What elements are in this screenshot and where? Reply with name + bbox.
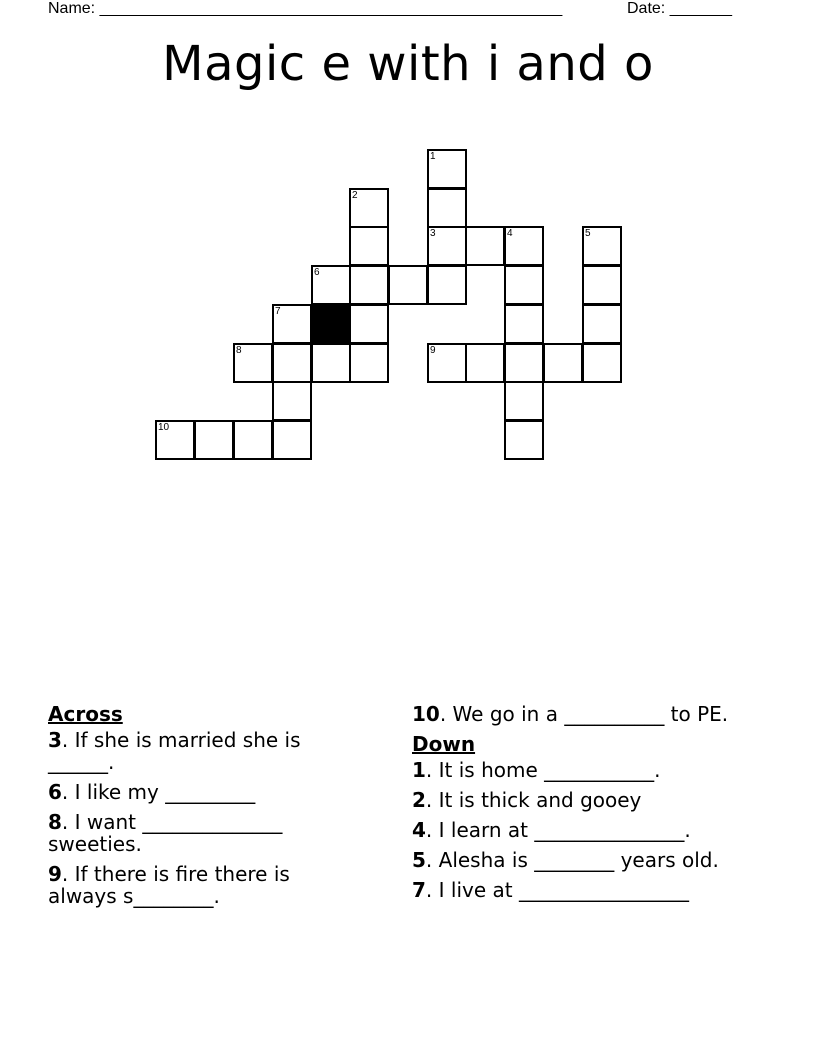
clue-number: 3 <box>430 228 436 239</box>
clue-across-8: 8. I want ______________ sweeties. <box>48 810 283 856</box>
crossword-cell[interactable] <box>388 265 428 305</box>
crossword-cell[interactable] <box>311 265 351 305</box>
crossword-cell[interactable] <box>349 343 389 383</box>
crossword-cell[interactable] <box>194 420 234 460</box>
crossword-cell[interactable] <box>465 343 505 383</box>
crossword-cell[interactable] <box>311 343 351 383</box>
crossword-cell[interactable] <box>504 304 544 344</box>
crossword-cell[interactable] <box>233 420 273 460</box>
clues-left-column <box>48 703 348 915</box>
crossword-cell[interactable] <box>349 226 389 266</box>
clue-number: 9 <box>430 345 436 356</box>
crossword-cell[interactable] <box>272 420 312 460</box>
clue-number: 8 <box>236 345 242 356</box>
across-heading: Across <box>48 702 123 726</box>
crossword-cell[interactable] <box>582 304 622 344</box>
crossword-cell[interactable] <box>582 343 622 383</box>
crossword-cell[interactable] <box>427 226 467 266</box>
name-field-label: Name: ____________________________________________________ <box>48 0 563 17</box>
crossword-cell[interactable] <box>427 265 467 305</box>
crossword-cell[interactable] <box>504 343 544 383</box>
crossword-cell[interactable] <box>349 304 389 344</box>
page-title: Magic e with i and o <box>162 36 654 92</box>
clue-down-5: 5. Alesha is ________ years old. <box>412 848 719 872</box>
crossword-grid <box>0 0 816 470</box>
clues-right-column <box>412 703 752 909</box>
crossword-cell[interactable] <box>233 343 273 383</box>
clue-down-1: 1. It is home ___________. <box>412 758 661 782</box>
crossword-cell[interactable] <box>155 420 195 460</box>
crossword-cell[interactable] <box>272 343 312 383</box>
clue-number: 4 <box>507 228 513 239</box>
crossword-cell[interactable] <box>272 304 312 344</box>
clue-across-6: 6. I like my _________ <box>48 780 256 804</box>
crossword-cell[interactable] <box>427 343 467 383</box>
clue-across-3: 3. If she is married she is ______. <box>48 728 301 774</box>
crossword-cell[interactable] <box>349 265 389 305</box>
clue-number: 6 <box>314 267 320 278</box>
crossword-cell[interactable] <box>582 265 622 305</box>
clue-number: 10 <box>158 422 170 433</box>
crossword-cell[interactable] <box>504 381 544 421</box>
clue-across-9: 9. If there is fire there is always s________. <box>48 862 290 908</box>
crossword-cell[interactable] <box>465 226 505 266</box>
clue-down-4: 4. I learn at _______________. <box>412 818 691 842</box>
crossword-cell[interactable] <box>504 265 544 305</box>
crossword-cell[interactable] <box>504 420 544 460</box>
crossword-cell[interactable] <box>427 188 467 228</box>
clue-down-2: 2. It is thick and gooey <box>412 788 642 812</box>
clue-number: 7 <box>275 306 281 317</box>
crossword-cell[interactable] <box>427 149 467 189</box>
clue-number: 5 <box>585 228 591 239</box>
clue-across-10: 10. We go in a __________ to PE. <box>412 702 729 726</box>
crossword-cell[interactable] <box>272 381 312 421</box>
clue-number: 1 <box>430 151 436 162</box>
clue-down-7: 7. I live at _________________ <box>412 878 689 902</box>
down-heading: Down <box>412 732 476 756</box>
black-square <box>311 304 351 344</box>
crossword-cell[interactable] <box>582 226 622 266</box>
clue-number: 2 <box>352 190 358 201</box>
crossword-cell[interactable] <box>543 343 583 383</box>
crossword-cell[interactable] <box>349 188 389 228</box>
date-field-label: Date: _______ <box>627 0 732 17</box>
crossword-cell[interactable] <box>504 226 544 266</box>
